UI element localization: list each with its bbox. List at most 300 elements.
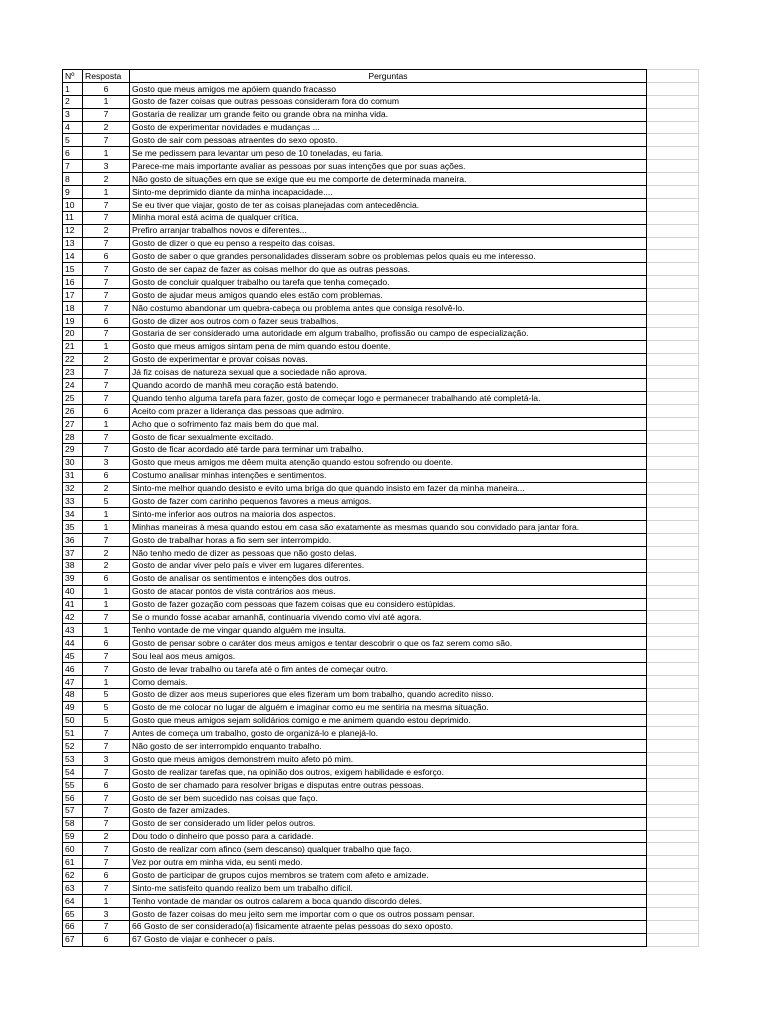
question-cell[interactable]: Gosto de realizar tarefas que, na opinião dos outros, exigem habilidade e esforço.	[130, 766, 647, 779]
question-cell[interactable]: Gosto de sair com pessoas atraentes do sexo oposto.	[130, 134, 647, 147]
empty-cell[interactable]	[647, 598, 699, 611]
question-cell[interactable]: Se o mundo fosse acabar amanhã, continuaria vivendo como vivi até agora.	[130, 611, 647, 624]
empty-cell[interactable]	[647, 314, 699, 327]
question-cell[interactable]: Não costumo abandonar um quebra-cabeça ou problema antes que consiga resolvê-lo.	[130, 302, 647, 315]
question-cell[interactable]: Gosto de participar de grupos cujos membros se tratem com afeto e amizade.	[130, 869, 647, 882]
table-row	[63, 186, 699, 199]
question-cell[interactable]: Antes de começa um trabalho, gosto de organizá-lo e planejá-lo.	[130, 727, 647, 740]
row-number-cell[interactable]: 34	[63, 508, 83, 521]
row-number-cell[interactable]: 48	[63, 688, 83, 701]
response-cell[interactable]: 7	[83, 237, 130, 250]
question-cell[interactable]: Gosto de ser considerado um líder pelos outros.	[130, 817, 647, 830]
empty-cell[interactable]	[647, 701, 699, 714]
table-row	[63, 366, 699, 379]
table-row	[63, 160, 699, 173]
response-cell[interactable]: 7	[83, 134, 130, 147]
empty-cell[interactable]	[647, 353, 699, 366]
empty-cell[interactable]	[647, 482, 699, 495]
empty-cell[interactable]	[647, 714, 699, 727]
response-cell[interactable]: 7	[83, 662, 130, 675]
response-cell[interactable]: 7	[83, 289, 130, 302]
row-number-cell[interactable]: 36	[63, 534, 83, 547]
empty-cell[interactable]	[647, 650, 699, 663]
empty-cell[interactable]	[647, 418, 699, 431]
response-cell[interactable]: 3	[83, 753, 130, 766]
empty-cell[interactable]	[647, 572, 699, 585]
empty-cell[interactable]	[647, 766, 699, 779]
row-number-cell[interactable]: 58	[63, 817, 83, 830]
response-cell[interactable]: 2	[83, 546, 130, 559]
empty-cell[interactable]	[647, 108, 699, 121]
row-number-cell[interactable]: 33	[63, 495, 83, 508]
row-number-cell[interactable]: 52	[63, 740, 83, 753]
question-cell[interactable]: Gosto de saber o que grandes personalidades disseram sobre os problemas pelos quais eu me interesso.	[130, 250, 647, 263]
response-cell[interactable]: 3	[83, 907, 130, 920]
empty-cell[interactable]	[647, 727, 699, 740]
response-cell[interactable]: 7	[83, 263, 130, 276]
table-row	[63, 482, 699, 495]
table-row	[63, 546, 699, 559]
row-number-cell[interactable]: 22	[63, 353, 83, 366]
row-number-cell[interactable]: 29	[63, 443, 83, 456]
row-number-cell[interactable]: 47	[63, 675, 83, 688]
row-number-cell[interactable]: 27	[63, 418, 83, 431]
row-number-cell[interactable]: 10	[63, 198, 83, 211]
question-cell[interactable]: Gosto de ser capaz de fazer as coisas melhor do que as outras pessoas.	[130, 263, 647, 276]
empty-cell[interactable]	[647, 521, 699, 534]
response-cell[interactable]: 1	[83, 418, 130, 431]
empty-cell[interactable]	[647, 559, 699, 572]
question-cell[interactable]: Gosto que meus amigos me dêem muita atenção quando estou sofrendo ou doente.	[130, 456, 647, 469]
empty-cell[interactable]	[647, 263, 699, 276]
table-row	[63, 882, 699, 895]
question-cell[interactable]: Gosto de analisar os sentimentos e intenções dos outros.	[130, 572, 647, 585]
empty-cell[interactable]	[647, 804, 699, 817]
empty-cell[interactable]	[647, 211, 699, 224]
empty-cell[interactable]	[647, 753, 699, 766]
question-cell[interactable]: Quando tenho alguma tarefa para fazer, gosto de começar logo e permanecer trabalhando até completá-la.	[130, 392, 647, 405]
row-number-cell[interactable]: 66	[63, 920, 83, 933]
table-row	[63, 895, 699, 908]
row-number-cell[interactable]: 37	[63, 546, 83, 559]
table-row	[63, 379, 699, 392]
question-cell[interactable]: Parece-me mais importante avaliar as pessoas por suas intenções que por suas ações.	[130, 160, 647, 173]
response-cell[interactable]: 7	[83, 727, 130, 740]
response-cell[interactable]: 7	[83, 882, 130, 895]
row-number-cell[interactable]: 5	[63, 134, 83, 147]
empty-cell[interactable]	[647, 82, 699, 95]
row-number-cell[interactable]: 15	[63, 263, 83, 276]
row-number-cell[interactable]: 56	[63, 791, 83, 804]
response-cell[interactable]: 1	[83, 147, 130, 160]
questionnaire-table	[62, 69, 699, 947]
response-cell[interactable]: 5	[83, 714, 130, 727]
row-number-cell[interactable]: 16	[63, 276, 83, 289]
question-cell[interactable]: Vez por outra em minha vida, eu senti medo.	[130, 856, 647, 869]
row-number-cell[interactable]: 30	[63, 456, 83, 469]
response-cell[interactable]: 1	[83, 521, 130, 534]
question-cell[interactable]: Prefiro arranjar trabalhos novos e diferentes...	[130, 224, 647, 237]
question-cell[interactable]: Gosto de ficar acordado até tarde para terminar um trabalho.	[130, 443, 647, 456]
table-row	[63, 714, 699, 727]
header-row	[63, 70, 699, 83]
question-cell[interactable]: Gosto de atacar pontos de vista contrários aos meus.	[130, 585, 647, 598]
response-cell[interactable]: 2	[83, 224, 130, 237]
response-cell[interactable]: 1	[83, 895, 130, 908]
question-cell[interactable]: Gosto de fazer com carinho pequenos favores a meus amigos.	[130, 495, 647, 508]
empty-cell[interactable]	[647, 817, 699, 830]
row-number-cell[interactable]: 12	[63, 224, 83, 237]
row-number-cell[interactable]: 11	[63, 211, 83, 224]
row-number-cell[interactable]: 17	[63, 289, 83, 302]
response-cell[interactable]: 6	[83, 637, 130, 650]
response-cell[interactable]: 1	[83, 585, 130, 598]
empty-cell[interactable]	[647, 366, 699, 379]
row-number-cell[interactable]: 14	[63, 250, 83, 263]
row-number-cell[interactable]: 50	[63, 714, 83, 727]
row-number-cell[interactable]: 7	[63, 160, 83, 173]
row-number-cell[interactable]: 13	[63, 237, 83, 250]
question-cell[interactable]: Gosto de dizer o que eu penso a respeito das coisas.	[130, 237, 647, 250]
row-number-cell[interactable]: 21	[63, 340, 83, 353]
empty-cell[interactable]	[647, 856, 699, 869]
row-number-cell[interactable]: 59	[63, 830, 83, 843]
table-row	[63, 95, 699, 108]
question-cell[interactable]: Aceito com prazer a liderança das pessoas que admiro.	[130, 405, 647, 418]
table-body	[63, 82, 699, 946]
response-cell[interactable]: 1	[83, 598, 130, 611]
question-cell[interactable]: Não gosto de ser interrompido enquanto trabalho.	[130, 740, 647, 753]
question-cell[interactable]: Gosto de dizer aos outros com o fazer seus trabalhos.	[130, 314, 647, 327]
header-number[interactable]: Nº	[63, 70, 83, 83]
empty-cell[interactable]	[647, 134, 699, 147]
response-cell[interactable]: 7	[83, 108, 130, 121]
empty-cell[interactable]	[647, 237, 699, 250]
question-cell[interactable]: Não gosto de situações em que se exige que eu me comporte de determinada maneira.	[130, 173, 647, 186]
response-cell[interactable]: 1	[83, 508, 130, 521]
response-cell[interactable]: 7	[83, 534, 130, 547]
row-number-cell[interactable]: 46	[63, 662, 83, 675]
response-cell[interactable]: 7	[83, 430, 130, 443]
row-number-cell[interactable]: 45	[63, 650, 83, 663]
empty-cell[interactable]	[647, 121, 699, 134]
empty-cell[interactable]	[647, 843, 699, 856]
empty-cell[interactable]	[647, 534, 699, 547]
empty-cell[interactable]	[647, 186, 699, 199]
question-cell[interactable]: Gosto de levar trabalho ou tarefa até o fim antes de começar outro.	[130, 662, 647, 675]
question-cell[interactable]: Gosto de ser bem sucedido nas coisas que faço.	[130, 791, 647, 804]
response-cell[interactable]: 7	[83, 804, 130, 817]
row-number-cell[interactable]: 61	[63, 856, 83, 869]
header-resposta[interactable]: Resposta	[83, 70, 130, 83]
row-number-cell[interactable]: 49	[63, 701, 83, 714]
response-cell[interactable]: 7	[83, 611, 130, 624]
empty-cell[interactable]	[647, 688, 699, 701]
empty-cell[interactable]	[647, 740, 699, 753]
empty-cell[interactable]	[647, 624, 699, 637]
question-cell[interactable]: Gosto de andar viver pelo país e viver em lugares diferentes.	[130, 559, 647, 572]
row-number-cell[interactable]: 20	[63, 327, 83, 340]
empty-cell[interactable]	[647, 895, 699, 908]
row-number-cell[interactable]: 25	[63, 392, 83, 405]
row-number-cell[interactable]: 35	[63, 521, 83, 534]
question-cell[interactable]: Gosto de experimentar novidades e mudanças ...	[130, 121, 647, 134]
empty-cell[interactable]	[647, 907, 699, 920]
response-cell[interactable]: 7	[83, 327, 130, 340]
response-cell[interactable]: 6	[83, 250, 130, 263]
empty-cell[interactable]	[647, 250, 699, 263]
question-cell[interactable]: Gosto de experimentar e provar coisas novas.	[130, 353, 647, 366]
row-number-cell[interactable]: 31	[63, 469, 83, 482]
response-cell[interactable]: 7	[83, 379, 130, 392]
row-number-cell[interactable]: 39	[63, 572, 83, 585]
question-cell[interactable]: Gosto que meus amigos me apóiem quando fracasso	[130, 82, 647, 95]
row-number-cell[interactable]: 26	[63, 405, 83, 418]
empty-cell[interactable]	[647, 869, 699, 882]
empty-cell[interactable]	[647, 830, 699, 843]
empty-cell[interactable]	[647, 430, 699, 443]
response-cell[interactable]: 7	[83, 650, 130, 663]
question-cell[interactable]: Gosto de trabalhar horas a fio sem ser interrompido.	[130, 534, 647, 547]
row-number-cell[interactable]: 19	[63, 314, 83, 327]
table-row	[63, 121, 699, 134]
empty-cell[interactable]	[647, 198, 699, 211]
response-cell[interactable]: 7	[83, 443, 130, 456]
question-cell[interactable]: Já fiz coisas de natureza sexual que a sociedade não aprova.	[130, 366, 647, 379]
question-cell[interactable]: Gosto de fazer gozação com pessoas que fazem coisas que eu considero estúpidas.	[130, 598, 647, 611]
question-cell[interactable]: Gosto que meus amigos sejam solidários comigo e me animem quando estou deprimido.	[130, 714, 647, 727]
response-cell[interactable]: 6	[83, 82, 130, 95]
table-row	[63, 856, 699, 869]
empty-cell[interactable]	[647, 611, 699, 624]
response-cell[interactable]: 7	[83, 211, 130, 224]
response-cell[interactable]: 5	[83, 495, 130, 508]
empty-cell[interactable]	[647, 379, 699, 392]
empty-cell[interactable]	[647, 920, 699, 933]
empty-cell[interactable]	[647, 456, 699, 469]
question-cell[interactable]: 67 Gosto de viajar e conhecer o país.	[130, 933, 647, 946]
question-cell[interactable]: Gosto de fazer amizades.	[130, 804, 647, 817]
question-cell[interactable]: Gosto de ser chamado para resolver brigas e disputas entre outras pessoas.	[130, 778, 647, 791]
response-cell[interactable]: 7	[83, 920, 130, 933]
response-cell[interactable]: 2	[83, 353, 130, 366]
response-cell[interactable]: 7	[83, 817, 130, 830]
response-cell[interactable]: 1	[83, 95, 130, 108]
response-cell[interactable]: 6	[83, 314, 130, 327]
response-cell[interactable]: 2	[83, 482, 130, 495]
response-cell[interactable]: 7	[83, 302, 130, 315]
question-cell[interactable]: Acho que o sofrimento faz mais bem do que mal.	[130, 418, 647, 431]
question-cell[interactable]: Gosto de ajudar meus amigos quando eles estão com problemas.	[130, 289, 647, 302]
empty-cell[interactable]	[647, 443, 699, 456]
response-cell[interactable]: 7	[83, 843, 130, 856]
response-cell[interactable]: 7	[83, 198, 130, 211]
empty-cell[interactable]	[647, 778, 699, 791]
empty-cell[interactable]	[647, 546, 699, 559]
response-cell[interactable]: 5	[83, 688, 130, 701]
response-cell[interactable]: 6	[83, 869, 130, 882]
row-number-cell[interactable]: 18	[63, 302, 83, 315]
row-number-cell[interactable]: 9	[63, 186, 83, 199]
empty-cell[interactable]	[647, 933, 699, 946]
question-cell[interactable]: 66 Gosto de ser considerado(a) fisicamente atraente pelas pessoas do sexo oposto.	[130, 920, 647, 933]
table-row	[63, 224, 699, 237]
empty-cell[interactable]	[647, 495, 699, 508]
question-cell[interactable]: Gosto de dizer aos meus superiores que eles fizeram um bom trabalho, quando acredito nisso.	[130, 688, 647, 701]
question-cell[interactable]: Minha moral está acima de qualquer crítica.	[130, 211, 647, 224]
table-row	[63, 353, 699, 366]
question-cell[interactable]: Como demais.	[130, 675, 647, 688]
response-cell[interactable]: 7	[83, 791, 130, 804]
empty-cell[interactable]	[647, 224, 699, 237]
question-cell[interactable]: Gosto de ficar sexualmente excitado.	[130, 430, 647, 443]
response-cell[interactable]: 1	[83, 675, 130, 688]
question-cell[interactable]: Gosto de realizar com afinco (sem descanso) qualquer trabalho que faço.	[130, 843, 647, 856]
row-number-cell[interactable]: 42	[63, 611, 83, 624]
empty-cell[interactable]	[647, 289, 699, 302]
question-cell[interactable]: Gosto de concluir qualquer trabalho ou tarefa que tenha começado.	[130, 276, 647, 289]
row-number-cell[interactable]: 43	[63, 624, 83, 637]
response-cell[interactable]: 1	[83, 624, 130, 637]
row-number-cell[interactable]: 24	[63, 379, 83, 392]
response-cell[interactable]: 7	[83, 856, 130, 869]
table-row	[63, 753, 699, 766]
question-cell[interactable]: Se eu tiver que viajar, gosto de ter as coisas planejadas com antecedência.	[130, 198, 647, 211]
response-cell[interactable]: 2	[83, 830, 130, 843]
response-cell[interactable]: 2	[83, 559, 130, 572]
row-number-cell[interactable]: 62	[63, 869, 83, 882]
response-cell[interactable]: 6	[83, 933, 130, 946]
row-number-cell[interactable]: 55	[63, 778, 83, 791]
question-cell[interactable]: Gosto de me colocar no lugar de alguém e imaginar como eu me sentiria na mesma situação.	[130, 701, 647, 714]
table-row	[63, 147, 699, 160]
row-number-cell[interactable]: 57	[63, 804, 83, 817]
table-row	[63, 456, 699, 469]
question-cell[interactable]: Sinto-me melhor quando desisto e evito uma briga do que quando insisto em fazer da minha maneira...	[130, 482, 647, 495]
table-row	[63, 662, 699, 675]
row-number-cell[interactable]: 51	[63, 727, 83, 740]
row-number-cell[interactable]: 6	[63, 147, 83, 160]
response-cell[interactable]: 7	[83, 276, 130, 289]
row-number-cell[interactable]: 40	[63, 585, 83, 598]
question-cell[interactable]: Gostaria de ser considerado uma autoridade em algum trabalho, profissão ou campo de especialização.	[130, 327, 647, 340]
table-row	[63, 817, 699, 830]
question-cell[interactable]: Gosto que meus amigos sintam pena de mim quando estou doente.	[130, 340, 647, 353]
empty-cell[interactable]	[647, 585, 699, 598]
empty-cell[interactable]	[647, 662, 699, 675]
empty-cell[interactable]	[647, 405, 699, 418]
question-cell[interactable]: Gosto de fazer coisas que outras pessoas consideram fora do comum	[130, 95, 647, 108]
empty-cell[interactable]	[647, 160, 699, 173]
question-cell[interactable]: Tenho vontade de mandar os outros calarem a boca quando discordo deles.	[130, 895, 647, 908]
empty-cell[interactable]	[647, 276, 699, 289]
question-cell[interactable]: Gostaria de realizar um grande feito ou grande obra na minha vida.	[130, 108, 647, 121]
row-number-cell[interactable]: 2	[63, 95, 83, 108]
row-number-cell[interactable]: 64	[63, 895, 83, 908]
row-number-cell[interactable]: 60	[63, 843, 83, 856]
question-cell[interactable]: Quando acordo de manhã meu coração está batendo.	[130, 379, 647, 392]
row-number-cell[interactable]: 54	[63, 766, 83, 779]
question-cell[interactable]: Gosto de pensar sobre o caráter dos meus amigos e tentar descobrir o que os faz serem como são.	[130, 637, 647, 650]
row-number-cell[interactable]: 65	[63, 907, 83, 920]
response-cell[interactable]: 1	[83, 186, 130, 199]
question-cell[interactable]: Dou todo o dinheiro que posso para a caridade.	[130, 830, 647, 843]
table-row	[63, 134, 699, 147]
response-cell[interactable]: 6	[83, 405, 130, 418]
row-number-cell[interactable]: 63	[63, 882, 83, 895]
row-number-cell[interactable]: 8	[63, 173, 83, 186]
row-number-cell[interactable]: 38	[63, 559, 83, 572]
empty-cell[interactable]	[647, 173, 699, 186]
row-number-cell[interactable]: 28	[63, 430, 83, 443]
response-cell[interactable]: 7	[83, 766, 130, 779]
response-cell[interactable]: 7	[83, 392, 130, 405]
response-cell[interactable]: 2	[83, 173, 130, 186]
row-number-cell[interactable]: 53	[63, 753, 83, 766]
table-row	[63, 585, 699, 598]
row-number-cell[interactable]: 44	[63, 637, 83, 650]
empty-cell[interactable]	[647, 508, 699, 521]
question-cell[interactable]: Minhas maneiras à mesa quando estou em casa são exatamente as mesmas quando sou convidado para jantar fora.	[130, 521, 647, 534]
row-number-cell[interactable]: 67	[63, 933, 83, 946]
empty-cell[interactable]	[647, 637, 699, 650]
table-row	[63, 791, 699, 804]
response-cell[interactable]: 6	[83, 572, 130, 585]
header-perguntas[interactable]: Perguntas	[130, 70, 647, 83]
response-cell[interactable]: 5	[83, 701, 130, 714]
empty-cell[interactable]	[647, 675, 699, 688]
question-cell[interactable]: Sinto-me deprimido diante da minha incapacidade....	[130, 186, 647, 199]
question-cell[interactable]: Sou leal aos meus amigos.	[130, 650, 647, 663]
response-cell[interactable]: 3	[83, 456, 130, 469]
response-cell[interactable]: 1	[83, 340, 130, 353]
empty-cell[interactable]	[647, 70, 699, 83]
row-number-cell[interactable]: 41	[63, 598, 83, 611]
empty-cell[interactable]	[647, 392, 699, 405]
question-cell[interactable]: Gosto que meus amigos demonstrem muito afeto pó mim.	[130, 753, 647, 766]
empty-cell[interactable]	[647, 791, 699, 804]
empty-cell[interactable]	[647, 95, 699, 108]
response-cell[interactable]: 7	[83, 740, 130, 753]
row-number-cell[interactable]: 23	[63, 366, 83, 379]
row-number-cell[interactable]: 4	[63, 121, 83, 134]
row-number-cell[interactable]: 3	[63, 108, 83, 121]
question-cell[interactable]: Gosto de fazer coisas do meu jeito sem me importar com o que os outros possam pensar.	[130, 907, 647, 920]
response-cell[interactable]: 6	[83, 778, 130, 791]
question-cell[interactable]: Tenho vontade de me vingar quando alguém me insulta.	[130, 624, 647, 637]
empty-cell[interactable]	[647, 302, 699, 315]
response-cell[interactable]: 6	[83, 469, 130, 482]
table-row	[63, 920, 699, 933]
empty-cell[interactable]	[647, 340, 699, 353]
empty-cell[interactable]	[647, 882, 699, 895]
question-cell[interactable]: Costumo analisar minhas intenções e sentimentos.	[130, 469, 647, 482]
question-cell[interactable]: Sinto-me inferior aos outros na maioria dos aspectos.	[130, 508, 647, 521]
table-row	[63, 843, 699, 856]
response-cell[interactable]: 2	[83, 121, 130, 134]
question-cell[interactable]: Sinto-me satisfeito quando realizo bem um trabalho difícil.	[130, 882, 647, 895]
response-cell[interactable]: 3	[83, 160, 130, 173]
empty-cell[interactable]	[647, 327, 699, 340]
question-cell[interactable]: Não tenho medo de dizer as pessoas que não gosto delas.	[130, 546, 647, 559]
question-cell[interactable]: Se me pedissem para levantar um peso de 10 toneladas, eu faria.	[130, 147, 647, 160]
row-number-cell[interactable]: 1	[63, 82, 83, 95]
table-row	[63, 302, 699, 315]
empty-cell[interactable]	[647, 147, 699, 160]
response-cell[interactable]: 7	[83, 366, 130, 379]
row-number-cell[interactable]: 32	[63, 482, 83, 495]
empty-cell[interactable]	[647, 469, 699, 482]
